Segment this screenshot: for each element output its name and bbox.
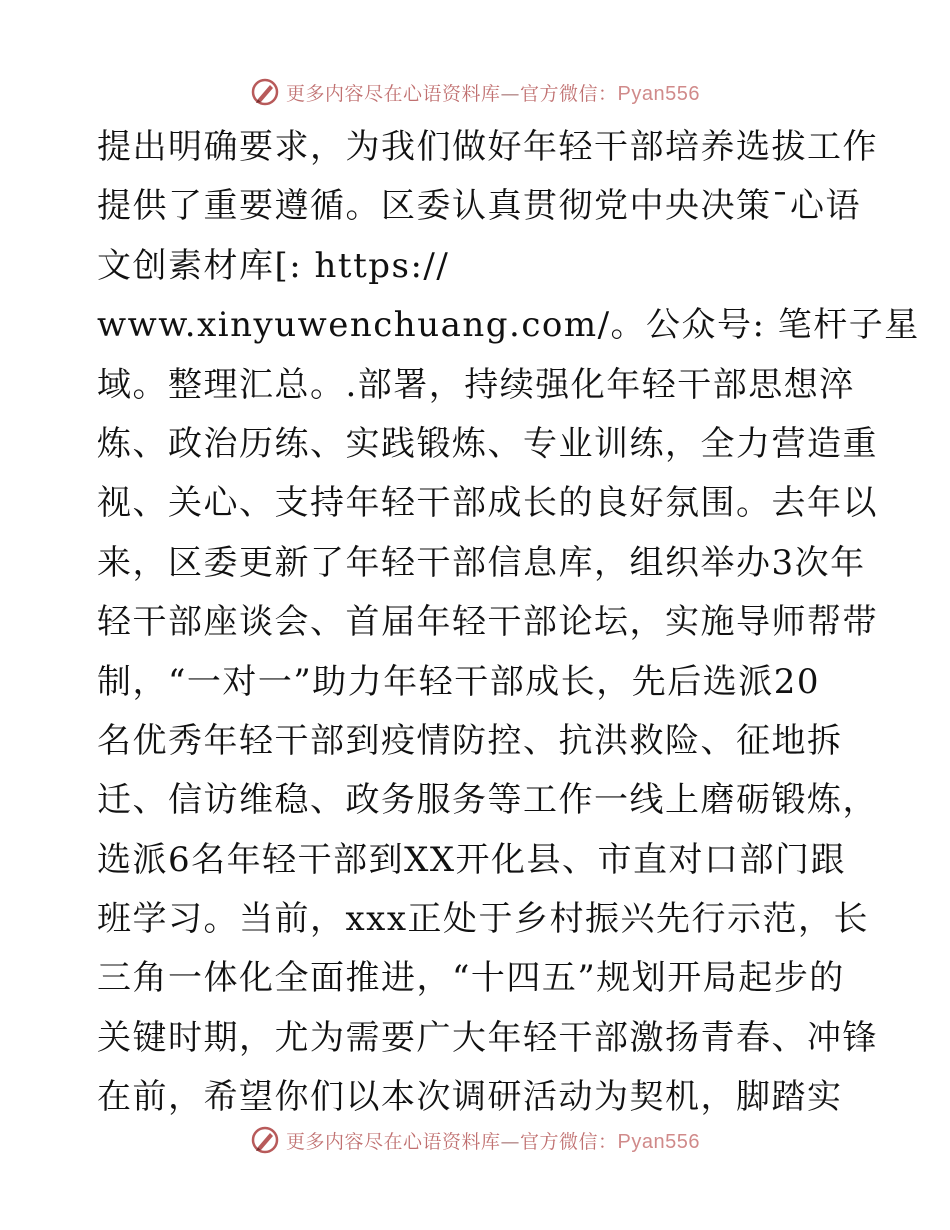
text-line: www.xinyuwenchuang.com/。公众号: 笔杆子星 <box>97 305 920 346</box>
banner-official-label: 官方微信： <box>520 1130 618 1153</box>
text-line: 提供了重要遵循。区委认真贯彻党中央决策¯心语 <box>97 186 861 227</box>
text-line: 来，区委更新了年轻干部信息库，组织举办3次年 <box>97 542 866 583</box>
text-line: 三角一体化全面推进，“十四五”规划开局起步的 <box>97 958 845 999</box>
text-line: 班学习。当前，xxx正处于乡村振兴先行示范，长 <box>97 899 870 940</box>
footer-banner <box>0 1120 950 1160</box>
banner-title: 更多内容尽在心语资料库 <box>286 82 501 105</box>
banner-account: Pyan556 <box>617 82 700 105</box>
header-banner-text <box>286 79 700 106</box>
banner-account: Pyan556 <box>617 1130 700 1153</box>
banner-title: 更多内容尽在心语资料库 <box>286 1130 501 1153</box>
text-line: 炼、政治历练、实践锻炼、专业训练，全力营造重 <box>97 423 878 464</box>
text-line: 文创素材库[: https:// <box>97 245 450 286</box>
header-banner <box>0 72 950 112</box>
text-line: 迁、信访维稳、政务服务等工作一线上磨砺锻炼， <box>97 780 878 821</box>
footer-banner-text <box>286 1127 700 1154</box>
text-line: 关键时期，尤为需要广大年轻干部激扬青春、冲锋 <box>97 1017 878 1058</box>
text-line: 制，“一对一”助力年轻干部成长，先后选派20 <box>97 661 821 702</box>
banner-separator: — <box>500 82 521 105</box>
text-line: 轻干部座谈会、首届年轻干部论坛，实施导师帮带 <box>97 602 878 643</box>
banner-official-label: 官方微信： <box>520 82 618 105</box>
text-line: 选派6名年轻干部到XX开化县、市直对口部门跟 <box>97 839 847 880</box>
text-line: 域。整理汇总。.部署，持续强化年轻干部思想淬 <box>97 364 855 405</box>
text-line: 视、关心、支持年轻干部成长的良好氛围。去年以 <box>97 483 878 524</box>
text-line: 提出明确要求，为我们做好年轻干部培养选拔工作 <box>97 127 878 167</box>
banner-separator: — <box>500 1130 521 1153</box>
pen-circle-logo-icon <box>250 77 280 107</box>
text-line: 名优秀年轻干部到疫情防控、抗洪救险、征地拆 <box>97 720 843 761</box>
document-body <box>97 118 920 1128</box>
text-line: 在前，希望你们以本次调研活动为契机，脚踏实 <box>97 1077 843 1118</box>
pen-circle-logo-icon <box>250 1125 280 1155</box>
